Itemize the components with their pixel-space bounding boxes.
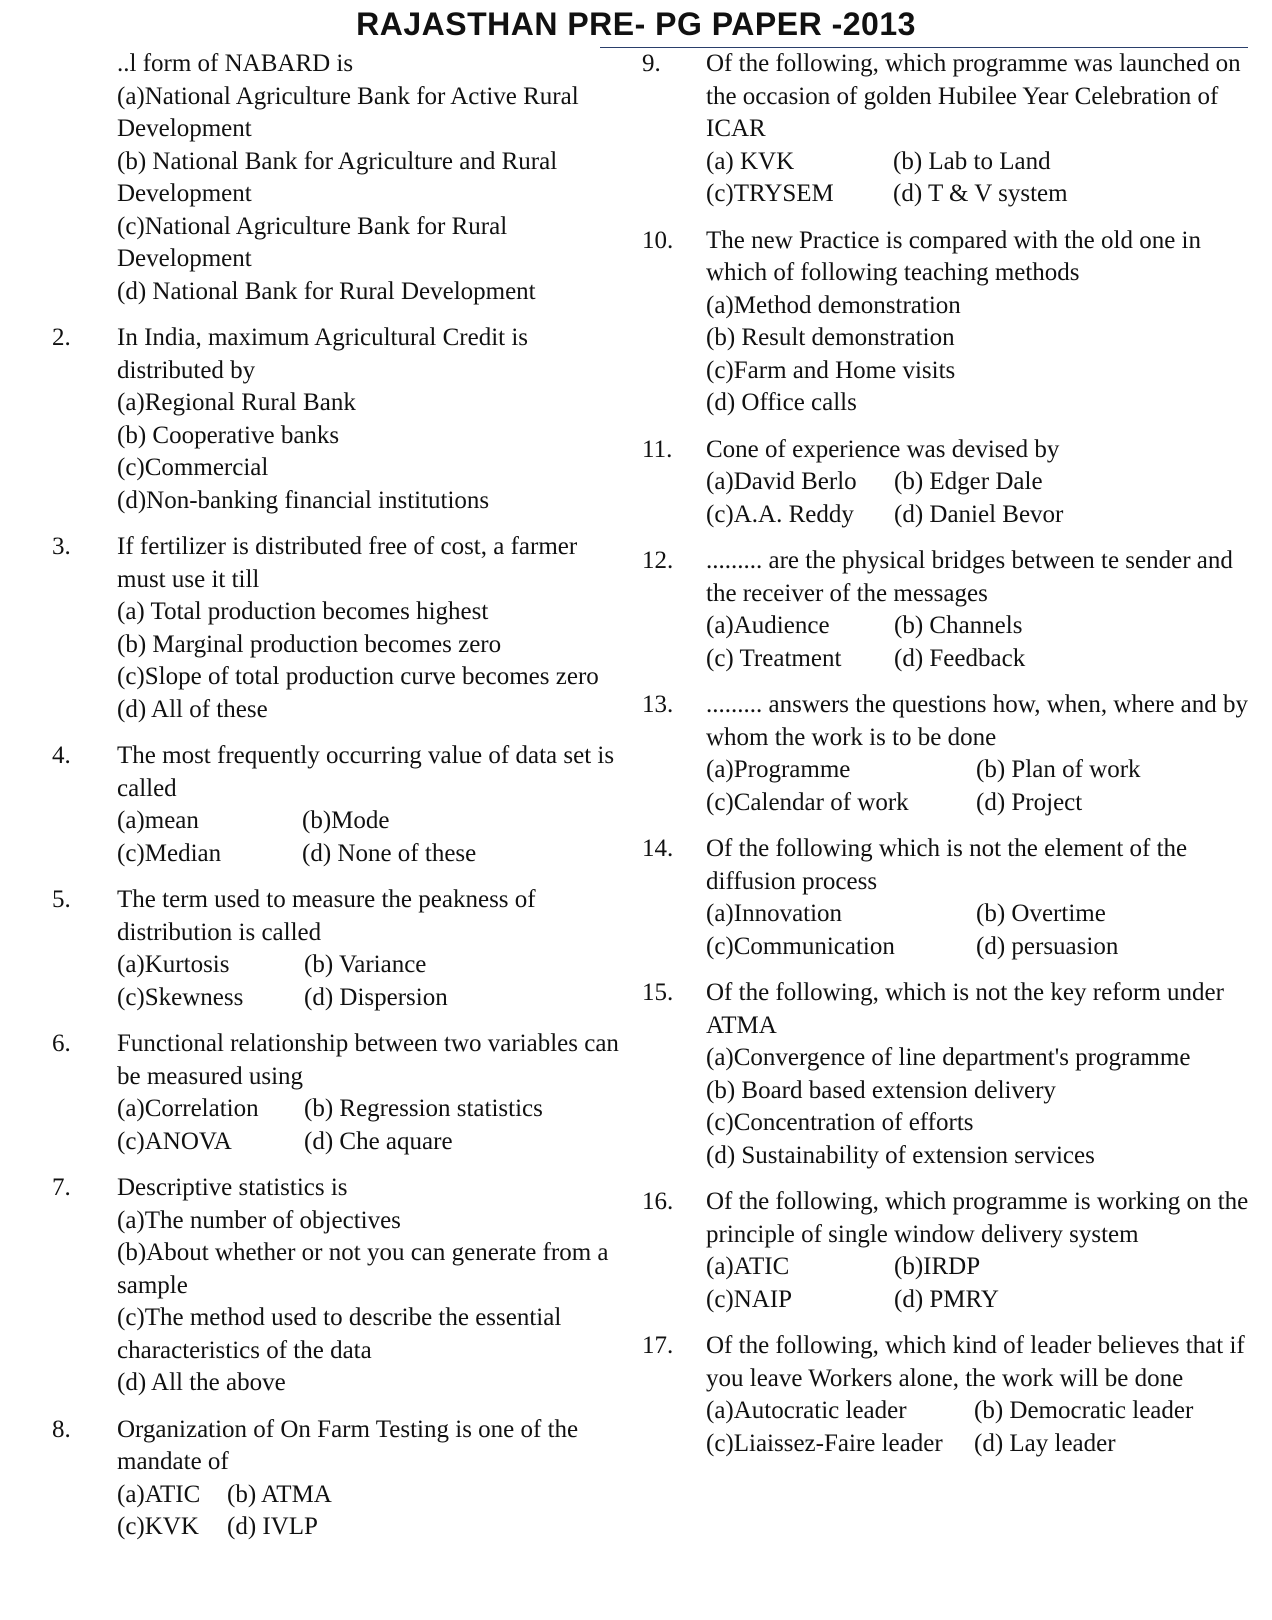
- option-a: (a)David Berlo: [706, 468, 857, 495]
- option-a: (a)Innovation: [706, 900, 843, 927]
- option-d: (d) National Bank for Rural Development: [117, 277, 536, 305]
- option-c: (c)National Agriculture Bank for Rural Development: [117, 212, 508, 272]
- option-d: (d) Che aquare: [304, 1127, 453, 1155]
- option-c: (c)Liaissez-Faire leader: [706, 1429, 943, 1457]
- option-c: (c)Calendar of work: [706, 788, 909, 816]
- option-a: (a)Audience: [706, 612, 830, 639]
- option-b: (b) Board based extension delivery: [706, 1076, 1056, 1104]
- option-d: (d) All of these: [117, 695, 268, 723]
- question-stem: Of the following which is not the element of the diffusion process: [706, 835, 1188, 895]
- question-17: [636, 1330, 1256, 1460]
- option-b: (b) Variance: [304, 951, 427, 978]
- question-number: 9.: [642, 50, 661, 77]
- option-a: (a)ATIC: [117, 1480, 201, 1508]
- question-4: [40, 740, 630, 870]
- option-a: (a)Autocratic leader: [706, 1397, 907, 1424]
- option-a: (a)Programme: [706, 756, 851, 783]
- option-b: (b) Lab to Land: [893, 147, 1051, 175]
- left-column: [40, 48, 630, 1544]
- question-number: 11.: [642, 435, 673, 463]
- option-b: (b) Plan of work: [976, 756, 1141, 783]
- question-number: 13.: [642, 691, 674, 718]
- option-a: (a)The number of objectives: [117, 1206, 401, 1234]
- option-a: (a)Kurtosis: [117, 951, 230, 978]
- option-a: (a)National Agriculture Bank for Active Rural Development: [117, 82, 579, 142]
- option-c: (c)TRYSEM: [706, 180, 834, 207]
- question-stem: Cone of experience was devised by: [706, 435, 1060, 463]
- option-a: (a) Total production becomes highest: [117, 598, 489, 625]
- option-b: (b) ATMA: [227, 1480, 332, 1508]
- question-number: 7.: [52, 1174, 71, 1201]
- option-c: (c)Median: [117, 839, 222, 867]
- option-c: (c)KVK: [117, 1513, 199, 1540]
- option-a: (a)Correlation: [117, 1095, 259, 1122]
- option-b: (b) Edger Dale: [894, 468, 1043, 495]
- option-c: (c)Skewness: [117, 983, 244, 1011]
- option-d: (d) Feedback: [894, 644, 1026, 672]
- option-a: (a)ATIC: [706, 1253, 790, 1280]
- question-stem: Descriptive statistics is: [117, 1174, 348, 1201]
- option-a: (a)Method demonstration: [706, 291, 961, 319]
- option-b: (b) National Bank for Agriculture and Rural Development: [117, 147, 558, 207]
- option-b: (b)About whether or not you can generate from a sample: [117, 1239, 609, 1299]
- question-number: 5.: [52, 886, 71, 913]
- question-number: 4.: [52, 742, 71, 769]
- question-16: [636, 1186, 1256, 1316]
- option-d: (d) persuasion: [976, 932, 1119, 960]
- question-1: [40, 48, 630, 308]
- option-b: (b) Overtime: [976, 900, 1106, 927]
- question-stem: ..l form of NABARD is: [117, 50, 354, 77]
- question-number: 12.: [642, 547, 674, 574]
- option-d: (d) Office calls: [706, 389, 857, 416]
- question-number: 17.: [642, 1332, 674, 1359]
- question-5: [40, 884, 630, 1014]
- question-stem: The term used to measure the peakness of distribution is called: [117, 886, 536, 946]
- question-number: 10.: [642, 226, 674, 254]
- question-number: 2.: [52, 324, 71, 351]
- option-d: (d) Sustainability of extension services: [706, 1141, 1095, 1169]
- question-stem: Of the following, which kind of leader believes that if you leave Workers alone, the work will be done: [706, 1332, 1245, 1392]
- option-b: (b)IRDP: [894, 1253, 981, 1280]
- option-b: (b) Result demonstration: [706, 324, 955, 351]
- option-c: (c)Concentration of efforts: [706, 1109, 974, 1136]
- question-7: [40, 1172, 630, 1400]
- question-13: [636, 689, 1256, 819]
- option-c: (c)The method used to describe the essential characteristics of the data: [117, 1304, 562, 1364]
- option-b: (b) Cooperative banks: [117, 421, 340, 449]
- option-b: (b)Mode: [302, 807, 390, 834]
- question-stem: Organization of On Farm Testing is one of the mandate of: [117, 1415, 579, 1475]
- option-a: (a)mean: [117, 807, 199, 834]
- question-14: [636, 833, 1256, 963]
- question-6: [40, 1028, 630, 1158]
- option-d: (d) Project: [976, 788, 1083, 816]
- page-title: RAJASTHAN PRE- PG PAPER -2013: [356, 6, 916, 42]
- question-15: [636, 977, 1256, 1172]
- question-8: [40, 1414, 630, 1544]
- option-c: (c) Treatment: [706, 644, 842, 672]
- option-b: (b) Democratic leader: [974, 1397, 1194, 1424]
- question-10: [636, 225, 1256, 420]
- option-d: (d)Non-banking financial institutions: [117, 486, 490, 514]
- question-12: [636, 545, 1256, 675]
- option-d: (d) Dispersion: [304, 983, 448, 1011]
- question-stem: The most frequently occurring value of data set is called: [117, 742, 615, 802]
- option-d: (d) Lay leader: [974, 1429, 1116, 1457]
- question-number: 8.: [52, 1415, 71, 1443]
- option-c: (c)Slope of total production curve becomes zero: [117, 663, 599, 690]
- question-11: [636, 434, 1256, 532]
- option-a: (a) KVK: [706, 147, 795, 175]
- option-d: (d) None of these: [302, 839, 477, 867]
- question-stem: In India, maximum Agricultural Credit is distributed by: [117, 324, 529, 384]
- option-c: (c)Commercial: [117, 454, 269, 481]
- option-d: (d) All the above: [117, 1369, 286, 1396]
- question-number: 3.: [52, 533, 71, 560]
- question-stem: If fertilizer is distributed free of cost, a farmer must use it till: [117, 533, 578, 593]
- question-stem: ......... answers the questions how, when, where and by whom the work is to be done: [706, 691, 1249, 751]
- question-stem: The new Practice is compared with the old one in which of following teaching methods: [706, 226, 1201, 286]
- option-d: (d) Daniel Bevor: [894, 500, 1064, 528]
- question-stem: Of the following, which programme was launched on the occasion of golden Hubilee Year Celebration of ICAR: [706, 50, 1241, 142]
- question-stem: Functional relationship between two variables can be measured using: [117, 1030, 619, 1090]
- option-b: (b) Channels: [894, 612, 1023, 639]
- option-b: (b) Marginal production becomes zero: [117, 630, 502, 658]
- option-c: (c)NAIP: [706, 1285, 793, 1313]
- option-c: (c)ANOVA: [117, 1127, 232, 1155]
- right-column: [636, 48, 1256, 1460]
- question-stem: Of the following, which is not the key reform under ATMA: [706, 979, 1224, 1039]
- option-b: (b) Regression statistics: [304, 1095, 543, 1122]
- question-3: [40, 531, 630, 726]
- question-2: [40, 322, 630, 517]
- option-a: (a)Convergence of line department's programme: [706, 1044, 1191, 1071]
- option-c: (c)Farm and Home visits: [706, 356, 956, 384]
- question-number: 14.: [642, 835, 674, 862]
- option-c: (c)Communication: [706, 932, 895, 960]
- option-d: (d) PMRY: [894, 1285, 999, 1313]
- option-d: (d) T & V system: [893, 180, 1068, 207]
- question-stem: Of the following, which programme is working on the principle of single window delivery system: [706, 1188, 1249, 1248]
- question-9: [636, 48, 1256, 211]
- question-stem: ......... are the physical bridges between te sender and the receiver of the messages: [706, 547, 1233, 607]
- question-number: 6.: [52, 1030, 71, 1057]
- question-number: 16.: [642, 1188, 674, 1215]
- option-a: (a)Regional Rural Bank: [117, 389, 356, 416]
- question-number: 15.: [642, 979, 674, 1006]
- option-d: (d) IVLP: [227, 1513, 318, 1540]
- option-c: (c)A.A. Reddy: [706, 500, 854, 528]
